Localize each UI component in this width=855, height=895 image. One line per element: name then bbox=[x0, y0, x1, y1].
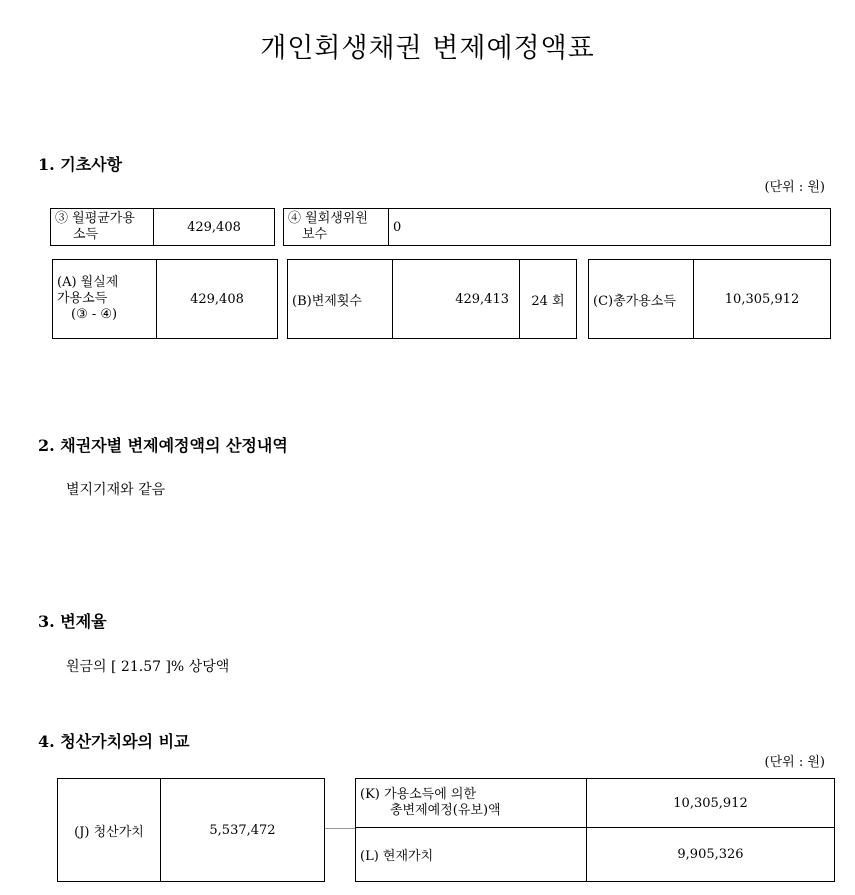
c-total-value: 10,305,912 bbox=[694, 260, 831, 339]
section-3-heading: 3. 변제율 bbox=[38, 612, 107, 631]
trustee-fee-table bbox=[283, 208, 831, 246]
j-liquidation-value: 5,537,472 bbox=[161, 779, 325, 882]
b-count-table bbox=[287, 259, 577, 339]
section-4-unit: (단위 : 원) bbox=[764, 755, 825, 770]
connector-line bbox=[325, 828, 355, 829]
a-income-label-line2: 가용소득 bbox=[57, 291, 108, 306]
avg-income-label-line1: ③ 월평균가용 bbox=[55, 211, 135, 226]
kl-compare-table bbox=[355, 778, 835, 882]
k-label-line1: (K) 가용소득에 의한 bbox=[360, 787, 477, 802]
k-value: 10,305,912 bbox=[587, 779, 835, 828]
avg-income-label-line2: 소득 bbox=[73, 227, 99, 242]
avg-income-value: 429,408 bbox=[154, 209, 275, 246]
section-1-unit: (단위 : 원) bbox=[764, 180, 825, 195]
trustee-fee-value: 0 bbox=[389, 209, 831, 246]
k-label-line2: 총변제예정(유보)액 bbox=[390, 803, 501, 818]
a-income-label-line3: (③ - ④) bbox=[71, 307, 118, 322]
c-total-table bbox=[588, 259, 831, 339]
avg-income-label bbox=[51, 209, 154, 246]
b-count-amount: 429,413 bbox=[393, 260, 520, 339]
k-label bbox=[356, 779, 587, 828]
section-3-text: 원금의 [ 21.57 ]% 상당액 bbox=[66, 659, 230, 675]
a-income-label bbox=[53, 260, 157, 339]
b-count-times: 24 회 bbox=[520, 260, 577, 339]
section-2-heading: 2. 채권자별 변제예정액의 산정내역 bbox=[38, 436, 288, 455]
a-income-label-line1: (A) 월실제 bbox=[57, 275, 119, 290]
section-2-text: 별지기재와 같음 bbox=[66, 482, 166, 498]
section-4-heading: 4. 청산가치와의 비교 bbox=[38, 732, 190, 751]
l-value: 9,905,326 bbox=[587, 828, 835, 882]
document-title: 개인회생채권 변제예정액표 bbox=[260, 33, 595, 64]
a-income-value: 429,408 bbox=[157, 260, 278, 339]
j-liquidation-table bbox=[57, 778, 325, 882]
j-liquidation-label: (J) 청산가치 bbox=[58, 779, 161, 882]
trustee-fee-label bbox=[284, 209, 389, 246]
c-total-label: (C)총가용소득 bbox=[589, 260, 694, 339]
l-label: (L) 현재가치 bbox=[356, 828, 587, 882]
b-count-label: (B)변제횟수 bbox=[288, 260, 393, 339]
trustee-fee-label-line1: ④ 월회생위원 bbox=[288, 211, 368, 226]
a-income-table bbox=[52, 259, 278, 339]
section-1-heading: 1. 기초사항 bbox=[38, 155, 123, 174]
trustee-fee-label-line2: 보수 bbox=[302, 227, 328, 242]
avg-income-table bbox=[50, 208, 275, 246]
